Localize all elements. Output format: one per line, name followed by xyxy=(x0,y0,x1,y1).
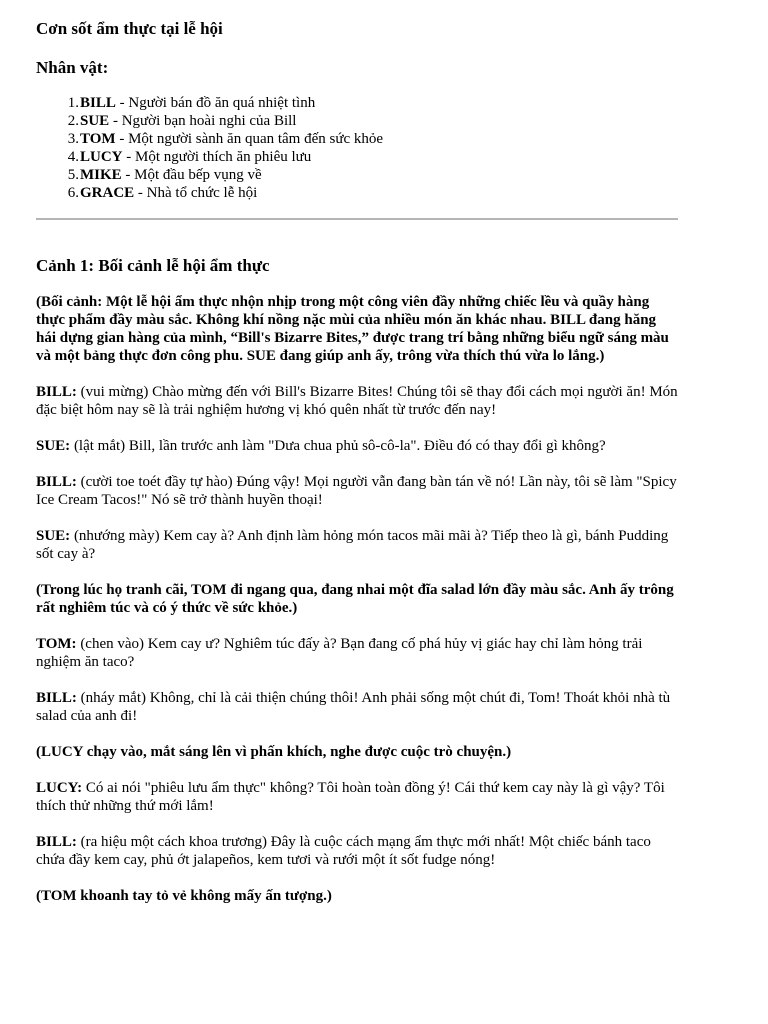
stage-direction: (Trong lúc họ tranh cãi, TOM đi ngang qua, đang nhai một đĩa salad lớn đầy màu sắc. Anh ấy trông rất nghiêm túc và có ý thức về sức khỏe.) xyxy=(36,582,674,616)
speaker-name: SUE: xyxy=(36,438,71,454)
document-title: Cơn sốt ẩm thực tại lễ hội xyxy=(36,19,223,38)
speaker-name: SUE: xyxy=(36,528,71,544)
dialogue-text: (cười toe toét đầy tự hào) Đúng vậy! Mọi người vẫn đang bàn tán về nó! Lần này, tôi sẽ làm "Spicy Ice Cream Tacos!" Nó sẽ trở thành huyền thoại! xyxy=(36,474,677,508)
dialogue-line xyxy=(36,689,678,725)
cast-description: Một đầu bếp vụng về xyxy=(134,167,262,183)
dialogue-text: (lật mắt) Bill, lần trước anh làm "Dưa chua phủ sô-cô-la". Điều đó có thay đổi gì không? xyxy=(73,438,606,454)
dialogue-text: (nháy mắt) Không, chỉ là cải thiện chúng thôi! Anh phải sống một chút đi, Tom! Thoát khỏi nhà tù salad của anh đi! xyxy=(36,690,671,724)
cast-number: 5. xyxy=(67,167,79,183)
dialogue-line xyxy=(36,437,678,455)
section-divider xyxy=(36,218,678,220)
dialogue-text: Có ai nói "phiêu lưu ẩm thực" không? Tôi hoàn toàn đồng ý! Cái thứ kem cay này là gì vậy? Tôi thích thử những thứ mới lắm! xyxy=(36,780,665,814)
speaker-name: BILL: xyxy=(36,384,77,400)
cast-description: Một người thích ăn phiêu lưu xyxy=(135,149,312,165)
cast-description: Một người sành ăn quan tâm đến sức khỏe xyxy=(128,131,384,147)
stage-direction: (TOM khoanh tay tỏ vẻ không mấy ấn tượng.) xyxy=(36,888,332,904)
cast-number: 3. xyxy=(67,131,79,147)
speaker-name: BILL: xyxy=(36,834,77,850)
dialogue-line xyxy=(36,473,678,509)
dialogue-line xyxy=(36,833,678,869)
cast-number: 2. xyxy=(67,113,79,129)
cast-name: MIKE xyxy=(80,167,122,183)
dialogue-text: (nhướng mày) Kem cay à? Anh định làm hỏng món tacos mãi mãi à? Tiếp theo là gì, bánh Pudding sốt cay à? xyxy=(36,528,669,562)
dialogue-text: (ra hiệu một cách khoa trương) Đây là cuộc cách mạng ẩm thực mới nhất! Một chiếc bánh taco chứa đầy kem cay, phủ ớt jalapeños, kem tươi và rưới một ít sốt fudge nóng! xyxy=(36,834,651,868)
scene-heading: Cảnh 1: Bối cảnh lễ hội ẩm thực xyxy=(36,256,270,275)
dialogue-line xyxy=(36,383,678,419)
stage-direction: (Bối cảnh: Một lễ hội ẩm thực nhộn nhịp trong một công viên đầy những chiếc lều và quầy hàng thực phẩm đầy màu sắc. Không khí nồng nặc mùi của nhiều món ăn khác nhau. BILL đang hăng hái dựng gian hàng của mình, “Bill's Bizarre Bites,” được trang trí bằng những biểu ngữ sáng màu và một bảng thực đơn công phu. SUE đang giúp anh ấy, trông vừa thích thú vừa lo lắng.) xyxy=(36,294,669,364)
dialogue-text: (vui mừng) Chào mừng đến với Bill's Bizarre Bites! Chúng tôi sẽ thay đổi cách mọi người ăn! Món đặc biệt hôm nay sẽ là trải nghiệm hương vị khó quên nhất từ trước đến nay! xyxy=(36,384,678,418)
dialogue-line xyxy=(36,527,678,563)
cast-item: 2. SUE - Người bạn hoài nghi của Bill xyxy=(36,112,383,130)
dialogue-text: (chen vào) Kem cay ư? Nghiêm túc đấy à? Bạn đang cố phá hủy vị giác hay chỉ làm hỏng trải nghiệm ăn taco? xyxy=(36,636,643,670)
cast-item: 1. BILL - Người bán đồ ăn quá nhiệt tình xyxy=(36,94,383,112)
cast-description: Người bán đồ ăn quá nhiệt tình xyxy=(128,95,316,111)
dialogue-line xyxy=(36,635,678,671)
cast-number: 4. xyxy=(67,149,79,165)
cast-list xyxy=(36,94,383,202)
cast-item: 3. TOM - Một người sành ăn quan tâm đến sức khỏe xyxy=(36,130,383,148)
speaker-name: LUCY: xyxy=(36,780,83,796)
speaker-name: TOM: xyxy=(36,636,77,652)
cast-item: 5. MIKE - Một đầu bếp vụng về xyxy=(36,166,383,184)
cast-name: GRACE xyxy=(80,185,135,201)
cast-heading: Nhân vật: xyxy=(36,58,109,77)
cast-item: 6. GRACE - Nhà tổ chức lễ hội xyxy=(36,184,383,202)
cast-name: BILL xyxy=(80,95,116,111)
script-body xyxy=(36,293,678,923)
cast-description: Nhà tổ chức lễ hội xyxy=(146,185,258,201)
dialogue-line xyxy=(36,779,678,815)
cast-name: TOM xyxy=(80,131,116,147)
speaker-name: BILL: xyxy=(36,690,77,706)
speaker-name: BILL: xyxy=(36,474,77,490)
cast-number: 1. xyxy=(67,95,79,111)
cast-item: 4. LUCY - Một người thích ăn phiêu lưu xyxy=(36,148,383,166)
cast-name: LUCY xyxy=(80,149,123,165)
cast-name: SUE xyxy=(80,113,110,129)
stage-direction: (LUCY chạy vào, mắt sáng lên vì phấn khích, nghe được cuộc trò chuyện.) xyxy=(36,744,512,760)
cast-number: 6. xyxy=(67,185,79,201)
cast-description: Người bạn hoài nghi của Bill xyxy=(121,113,297,129)
